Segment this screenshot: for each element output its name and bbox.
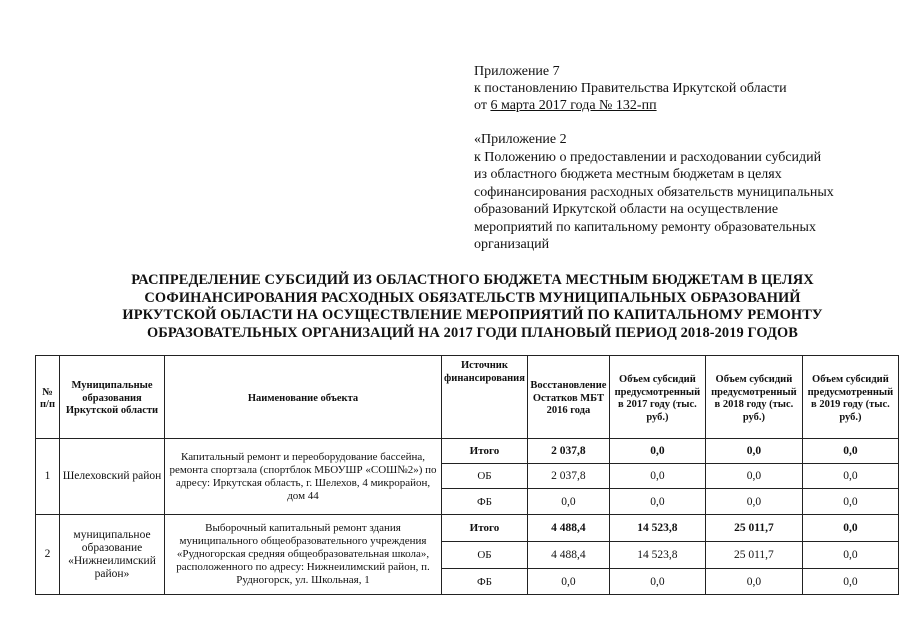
cell-2017: 14 523,8 (609, 515, 705, 542)
title-line-3: ИРКУТСКОЙ ОБЛАСТИ НА ОСУЩЕСТВЛЕНИЕ МЕРОПРИЯТИЙ ПО КАПИТАЛЬНОМУ РЕМОНТУ (122, 307, 823, 323)
cell-source: Итого (442, 515, 528, 542)
cell-2018: 25 011,7 (705, 542, 802, 569)
header-municipality: Муниципальные образования Иркутской области (60, 356, 165, 439)
title-line-2: СОФИНАНСИРОВАНИЯ РАСХОДНЫХ ОБЯЗАТЕЛЬСТВ МУНИЦИПАЛЬНЫХ ОБРАЗОВАНИЙ (144, 289, 801, 306)
cell-2017: 0,0 (609, 569, 705, 595)
cell-restored: 0,0 (527, 569, 609, 595)
appendix-7-date: 6 марта 2017 года № 132-пп (490, 98, 657, 113)
cell-2018: 0,0 (705, 489, 802, 515)
row-municipality: Шелеховский район (60, 439, 165, 515)
cell-source: ФБ (442, 489, 528, 515)
cell-source: ОБ (442, 542, 528, 569)
appendix-7-date-line (474, 97, 787, 114)
appendix-7-resolution: к постановлению Правительства Иркутской области (474, 81, 787, 96)
table-row (36, 515, 899, 542)
table-header-row (36, 356, 899, 439)
appendix-7-header (474, 63, 787, 114)
cell-restored: 2 037,8 (527, 439, 609, 464)
row-num: 1 (36, 439, 60, 515)
subsidy-table-wrapper (35, 355, 899, 595)
row-object: Выборочный капитальный ремонт здания муниципального общеобразовательного учреждения «Рудногорская средняя общеобразовательная школа», расположенного по адресу: Нижнеилимский район, п. Рудногорск, ул. Школьная, 1 (165, 515, 442, 595)
cell-2019: 0,0 (802, 439, 898, 464)
cell-restored: 4 488,4 (527, 515, 609, 542)
cell-restored: 2 037,8 (527, 464, 609, 489)
cell-2019: 0,0 (802, 542, 898, 569)
appendix-2-line-6: мероприятий по капитальному ремонту образовательных (474, 219, 816, 235)
appendix-7-date-prefix: от (474, 98, 491, 113)
cell-restored: 0,0 (527, 489, 609, 515)
cell-2019: 0,0 (802, 464, 898, 489)
row-object: Капитальный ремонт и переоборудование бассейна, ремонта спортзала (спортблок МБОУШР «СОШ№2») по адресу: Иркутская область, г. Шелехов, 4 микрорайон, дом 44 (165, 439, 442, 515)
cell-2018: 0,0 (705, 439, 802, 464)
cell-2019: 0,0 (802, 569, 898, 595)
appendix-2-line-2: к Положению о предоставлении и расходовании субсидий (474, 149, 822, 165)
appendix-2-line-5: образований Иркутской области на осуществление (474, 202, 779, 217)
cell-source: ФБ (442, 569, 528, 595)
header-restored: Восстановление Остатков МБТ 2016 года (527, 356, 609, 439)
cell-2017: 14 523,8 (609, 542, 705, 569)
cell-2019: 0,0 (802, 489, 898, 515)
header-num: № п/п (36, 356, 60, 439)
header-2019: Объем субсидий предусмотренный в 2019 году (тыс. руб.) (802, 356, 898, 439)
cell-restored: 4 488,4 (527, 542, 609, 569)
cell-2018: 0,0 (705, 464, 802, 489)
cell-2018: 25 011,7 (705, 515, 802, 542)
appendix-2-line-4: софинансирования расходных обязательств муниципальных (474, 184, 834, 200)
header-2017: Объем субсидий предусмотренный в 2017 году (тыс. руб.) (609, 356, 705, 439)
header-2018: Объем субсидий предусмотренный в 2018 году (тыс. руб.) (705, 356, 802, 439)
row-municipality: муниципальное образование «Нижнеилимский район» (60, 515, 165, 595)
cell-2019: 0,0 (802, 515, 898, 542)
cell-source: ОБ (442, 464, 528, 489)
appendix-2-line-7: организаций (474, 237, 550, 252)
header-source: Источник финансирования (442, 356, 528, 439)
appendix-7-label: Приложение 7 (474, 64, 560, 79)
cell-2018: 0,0 (705, 569, 802, 595)
header-object: Наименование объекта (165, 356, 442, 439)
cell-2017: 0,0 (609, 489, 705, 515)
appendix-2-line-1: «Приложение 2 (474, 132, 567, 147)
row-num: 2 (36, 515, 60, 595)
cell-2017: 0,0 (609, 464, 705, 489)
cell-source: Итого (442, 439, 528, 464)
title-line-1: РАСПРЕДЕЛЕНИЕ СУБСИДИЙ ИЗ ОБЛАСТНОГО БЮДЖЕТА МЕСТНЫМ БЮДЖЕТАМ В ЦЕЛЯХ (131, 272, 814, 288)
subsidy-table (35, 355, 899, 595)
appendix-2-line-3: из областного бюджета местным бюджетам в целях (474, 167, 782, 182)
document-title (40, 272, 905, 342)
table-row (36, 439, 899, 464)
title-line-4: ОБРАЗОВАТЕЛЬНЫХ ОРГАНИЗАЦИЙ НА 2017 ГОДИ ПЛАНОВЫЙ ПЕРИОД 2018-2019 ГОДОВ (147, 324, 798, 341)
cell-2017: 0,0 (609, 439, 705, 464)
appendix-2-header (474, 131, 894, 254)
